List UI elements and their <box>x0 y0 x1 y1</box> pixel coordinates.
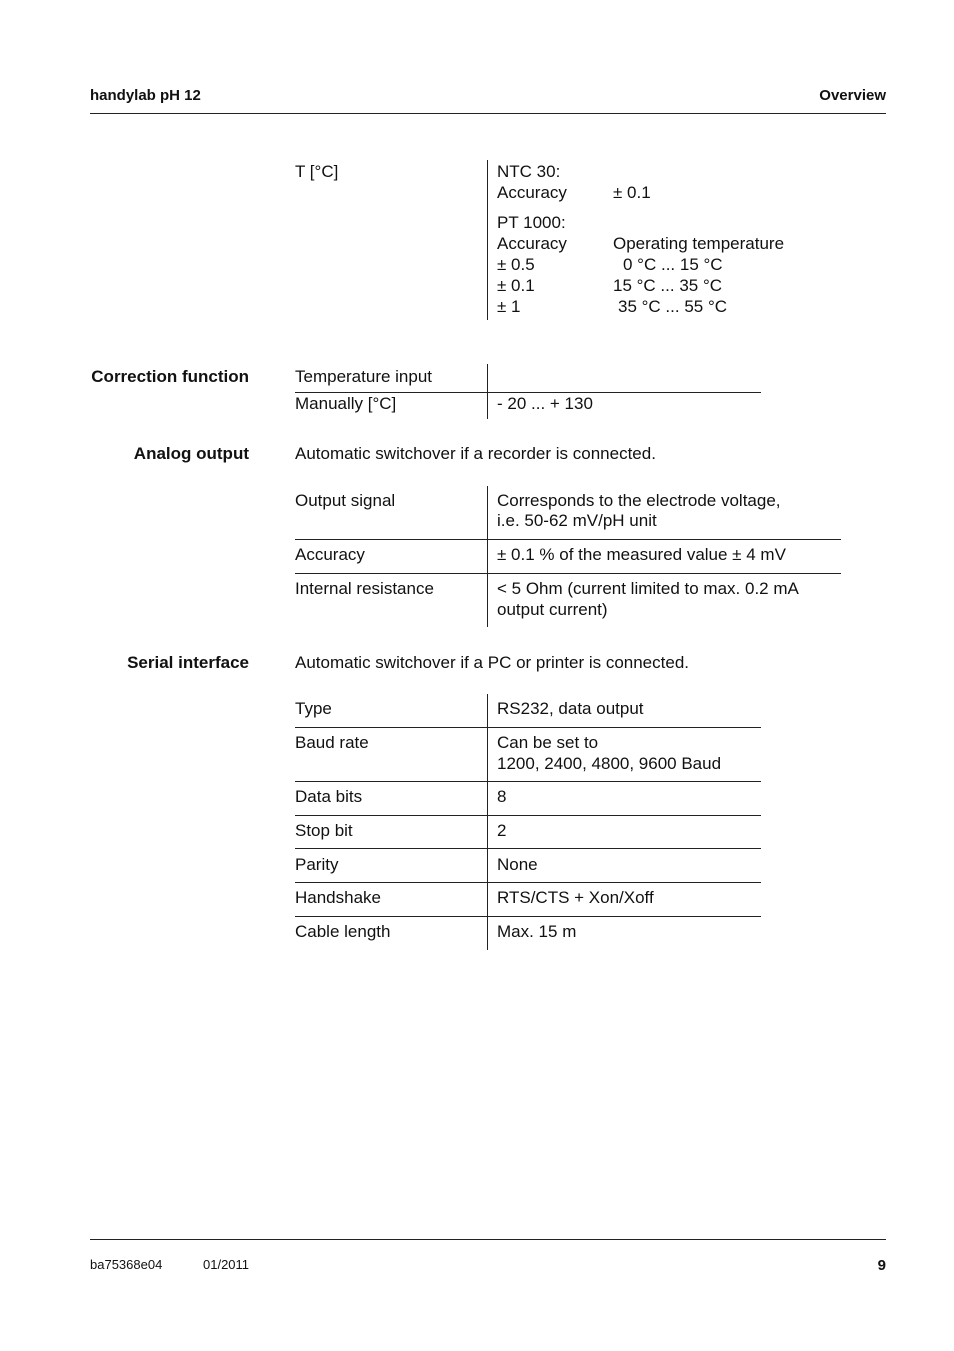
ntc-accuracy-value: ± 0.1 <box>613 183 651 202</box>
serial-row-rule <box>295 882 761 883</box>
analog-row-rule <box>295 539 841 540</box>
pt-row-accuracy: ± 1 <box>497 297 521 316</box>
serial-row-value: 8 <box>497 787 507 806</box>
header-title: handylab pH 12 <box>90 87 201 104</box>
analog-row-value: Corresponds to the electrode voltage, <box>497 491 781 510</box>
analog-row-value-2: output current) <box>497 600 608 619</box>
pt-row-range: 35 °C ... 55 °C <box>618 297 728 316</box>
analog-row-value: < 5 Ohm (current limited to max. 0.2 mA <box>497 579 799 598</box>
footer-date: 01/2011 <box>203 1257 250 1272</box>
header-rule <box>90 113 886 114</box>
serial-row-label: Baud rate <box>295 733 369 752</box>
analog-row-label: Accuracy <box>295 545 365 564</box>
serial-row-value: 2 <box>497 821 507 840</box>
serial-intro: Automatic switchover if a PC or printer is connected. <box>295 653 689 672</box>
temperature-label: T [°C] <box>295 162 339 181</box>
serial-row-value: RTS/CTS + Xon/Xoff <box>497 888 654 907</box>
analog-title: Analog output <box>133 444 249 463</box>
analog-intro: Automatic switchover if a recorder is connected. <box>295 444 656 463</box>
serial-row-label: Stop bit <box>295 821 353 840</box>
serial-divider <box>487 694 488 950</box>
pt-row-accuracy: ± 0.5 <box>497 255 535 274</box>
serial-row-label: Cable length <box>295 922 391 941</box>
serial-row-value: Max. 15 m <box>497 922 577 941</box>
serial-row-label: Type <box>295 699 332 718</box>
analog-row-value: ± 0.1 % of the measured value ± 4 mV <box>497 545 786 564</box>
serial-row-label: Data bits <box>295 787 363 806</box>
serial-row-rule <box>295 848 761 849</box>
serial-row-label: Parity <box>295 855 339 874</box>
serial-row-rule <box>295 727 761 728</box>
header-section: Overview <box>819 87 886 104</box>
serial-row-label: Handshake <box>295 888 382 907</box>
correction-row-value: - 20 ... + 130 <box>497 394 593 413</box>
analog-row-label: Output signal <box>295 491 396 510</box>
analog-row-label: Internal resistance <box>295 579 434 598</box>
serial-row-value-2: 1200, 2400, 4800, 9600 Baud <box>497 754 722 773</box>
serial-title: Serial interface <box>127 653 249 672</box>
serial-row-rule <box>295 815 761 816</box>
serial-row-rule <box>295 916 761 917</box>
serial-row-value: RS232, data output <box>497 699 644 718</box>
pt-title: PT 1000: <box>497 213 566 232</box>
temperature-divider <box>487 160 488 320</box>
pt-row-range: 0 °C ... 15 °C <box>623 255 723 274</box>
pt-operating-label: Operating temperature <box>613 234 785 253</box>
correction-row-label: Manually [°C] <box>295 394 397 413</box>
pt-row-accuracy: ± 0.1 <box>497 276 535 295</box>
ntc-title: NTC 30: <box>497 162 561 181</box>
serial-row-rule <box>295 781 761 782</box>
ntc-accuracy-label: Accuracy <box>497 183 567 202</box>
analog-row-value-2: i.e. 50-62 mV/pH unit <box>497 511 657 530</box>
pt-accuracy-label: Accuracy <box>497 234 567 253</box>
serial-row-value: None <box>497 855 538 874</box>
correction-row-label: Temperature input <box>295 367 433 386</box>
footer-doc-id: ba75368e04 <box>90 1257 163 1272</box>
pt-row-range: 15 °C ... 35 °C <box>613 276 723 295</box>
analog-divider <box>487 486 488 627</box>
analog-row-rule <box>295 573 841 574</box>
page-number: 9 <box>877 1257 886 1274</box>
correction-title: Correction function <box>91 367 249 386</box>
serial-row-value: Can be set to <box>497 733 599 752</box>
footer-rule <box>90 1239 886 1240</box>
